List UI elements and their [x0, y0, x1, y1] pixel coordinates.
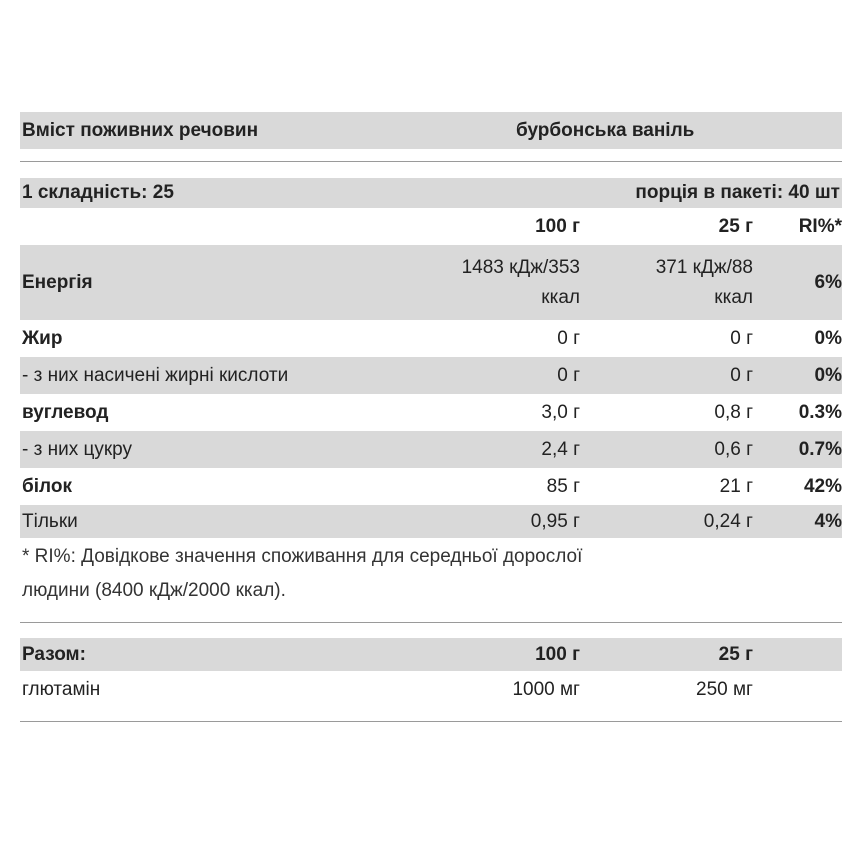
total-label: Разом: [22, 643, 86, 665]
footnote-line2: людини (8400 кДж/2000 ккал). [22, 580, 286, 601]
nutrient-per25: 0 г [730, 364, 753, 386]
energy-label: Енергія [22, 271, 93, 293]
nutrient-row-protein [20, 468, 842, 505]
energy-per100-line1: 1483 кДж/353 [461, 256, 580, 278]
nutrient-ri: 0.7% [798, 438, 842, 460]
nutrient-row-salt [20, 505, 842, 538]
column-header-row [20, 208, 842, 245]
nutrient-row-fat [20, 320, 842, 357]
col-per25: 25 г [718, 215, 753, 237]
nutrient-label: - з них насичені жирні кислоти [22, 364, 289, 386]
energy-per25-line1: 371 кДж/88 [655, 256, 753, 278]
nutrition-table [20, 112, 842, 722]
nutrient-per25: 0,24 г [703, 510, 753, 532]
nutrient-per25: 0,8 г [714, 401, 753, 423]
total-per25: 25 г [718, 643, 753, 665]
nutrient-per100: 3,0 г [541, 401, 580, 423]
energy-per100 [420, 253, 580, 313]
servings-per-pack: порція в пакеті: 40 шт [635, 182, 840, 203]
nutrient-per100: 85 г [546, 475, 580, 497]
nutrient-label: білок [22, 475, 72, 497]
nutrient-label: - з них цукру [22, 438, 133, 460]
energy-per25-line2: ккал [714, 286, 753, 308]
serving-row [20, 178, 842, 208]
col-ri: RI%* [798, 215, 842, 237]
nutrient-row-sugar [20, 431, 842, 468]
footnote [20, 538, 842, 608]
nutrient-per100: 0,95 г [530, 510, 580, 532]
nutrient-per100: 2,4 г [541, 438, 580, 460]
glutamine-per100: 1000 мг [512, 678, 580, 700]
nutrient-per25: 21 г [719, 475, 753, 497]
nutrient-row-carbs [20, 394, 842, 431]
nutrient-label: вуглевод [22, 401, 109, 423]
serving-size: 1 складність: 25 [22, 182, 174, 203]
nutrient-label: Тільки [22, 510, 78, 532]
glutamine-per25: 250 мг [696, 678, 753, 700]
col-per100: 100 г [535, 215, 580, 237]
energy-per25 [580, 253, 753, 313]
nutrient-ri: 4% [814, 510, 842, 532]
nutrient-label: Жир [22, 327, 63, 349]
nutrient-per25: 0 г [730, 327, 753, 349]
nutrient-ri: 42% [803, 475, 842, 497]
total-header-row [20, 638, 842, 671]
glutamine-label: глютамін [22, 678, 101, 700]
nutrient-ri: 0% [814, 364, 842, 386]
energy-per100-line2: ккал [541, 286, 580, 308]
glutamine-row [20, 671, 842, 708]
nutrient-ri: 0.3% [798, 401, 842, 423]
flavor-name: бурбонська ваніль [516, 119, 695, 141]
divider [20, 721, 842, 722]
nutrient-ri: 0% [814, 327, 842, 349]
energy-ri: 6% [814, 271, 842, 293]
energy-row [20, 245, 842, 320]
table-title-row [20, 112, 842, 149]
footnote-line1: * RI%: Довідкове значення споживання для середньої дорослої [22, 546, 583, 567]
nutrient-row-saturated [20, 357, 842, 394]
nutrient-per100: 0 г [557, 364, 580, 386]
nutrient-per100: 0 г [557, 327, 580, 349]
nutrient-per25: 0,6 г [714, 438, 753, 460]
total-per100: 100 г [535, 643, 580, 665]
table-title: Вміст поживних речовин [22, 119, 259, 141]
